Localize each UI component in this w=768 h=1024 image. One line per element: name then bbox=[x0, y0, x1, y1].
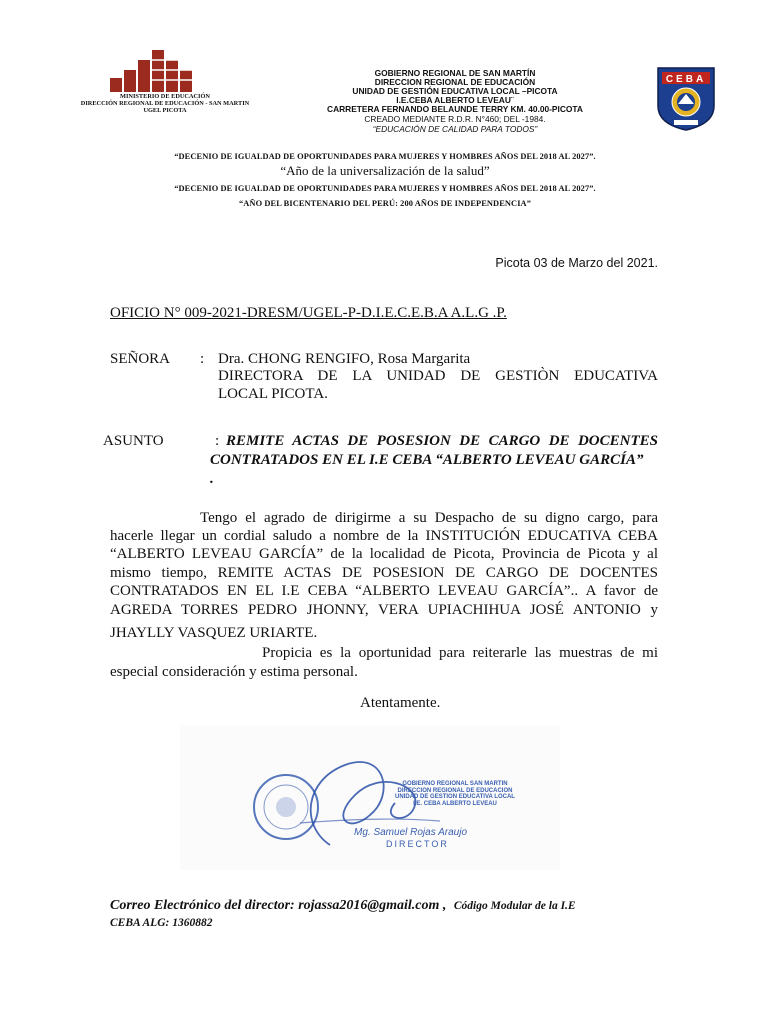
ministry-caption-line: DIRECCIÓN REGIONAL DE EDUCACIÓN - SAN MARTIN bbox=[80, 100, 250, 107]
body-line: hacerle llegar un cordial saludo a nombre de la INSTITUCIÓN EDUCATIVA CEBA bbox=[110, 528, 658, 544]
subject-label: ASUNTO bbox=[103, 433, 164, 449]
bicentenary-slogan: “AÑO DEL BICENTENARIO DEL PERÚ: 200 AÑOS DE INDEPENDENCIA” bbox=[239, 199, 531, 208]
ministry-of-education-logo bbox=[110, 50, 196, 92]
letter-date: Picota 03 de Marzo del 2021. bbox=[495, 256, 658, 270]
body-line: Tengo el agrado de dirigirme a su Despacho de su digno cargo, para bbox=[200, 510, 658, 526]
body-line: “ALBERTO LEVEAU GARCÍA” de la localidad de Picota, Provincia de Picota y al bbox=[110, 546, 658, 562]
modular-code: CEBA ALG: 1360882 bbox=[110, 917, 213, 929]
addressee-colon: : bbox=[200, 351, 205, 367]
body-line: JHAYLLY VASQUEZ URIARTE. bbox=[110, 625, 318, 641]
addressee-name: Dra. CHONG RENGIFO, Rosa Margarita bbox=[218, 351, 471, 367]
body-line: especial consideración y estima personal. bbox=[110, 664, 358, 680]
subject-text: CONTRATADOS EN EL I.E CEBA “ALBERTO LEVEAU GARCÍA” bbox=[210, 452, 644, 468]
institution-motto: “EDUCACIÓN DE CALIDAD PARA TODOS” bbox=[372, 124, 538, 134]
body-line: Propicia es la oportunidad para reiterarle las muestras de mi bbox=[262, 645, 658, 661]
decade-slogan: “DECENIO DE IGUALDAD DE OPORTUNIDADES PARA MUJERES Y HOMBRES AÑOS DEL 2018 AL 2027”. bbox=[174, 184, 596, 193]
year-slogan: “Año de la universalización de la salud” bbox=[280, 163, 490, 178]
badge-text: CEBA bbox=[665, 74, 707, 85]
decade-slogan: “DECENIO DE IGUALDAD DE OPORTUNIDADES PARA MUJERES Y HOMBRES AÑOS DEL 2018 AL 2027”. bbox=[174, 152, 596, 161]
body-line: mismo tiempo, REMITE ACTAS DE POSESION DE CARGO DE DOCENTES bbox=[110, 565, 658, 581]
director-email: Correo Electrónico del director: rojassa2016@gmail.com , bbox=[110, 898, 447, 913]
addressee-role: DIRECTORA DE LA UNIDAD DE GESTIÒN EDUCATIVA bbox=[218, 368, 658, 384]
signer-title: DIRECTOR bbox=[386, 839, 449, 849]
institution-line: DIRECCION REGIONAL DE EDUCACIÓN bbox=[374, 77, 536, 87]
addressee-role: LOCAL PICOTA. bbox=[218, 386, 328, 402]
footer-contact bbox=[110, 898, 658, 914]
signer-name: Mg. Samuel Rojas Araujo bbox=[354, 827, 468, 838]
ceba-shield-logo bbox=[656, 66, 716, 132]
seal-line: GOBIERNO REGIONAL SAN MARTIN bbox=[402, 781, 508, 787]
body-line: CONTRATADOS EN EL I.E CEBA “ALBERTO LEVEAU GARCÍA”.. A favor de bbox=[110, 583, 658, 599]
ministry-caption-line: UGEL PICOTA bbox=[143, 107, 187, 114]
subject-text: . bbox=[210, 471, 214, 487]
institution-line: CARRETERA FERNANDO BELAUNDE TERRY KM. 40.00-PICOTA bbox=[327, 104, 583, 114]
oficio-number: OFICIO N° 009-2021-DRESM/UGEL-P-D.I.E.C.E.B.A A.L.G .P. bbox=[110, 305, 507, 321]
institution-line: UNIDAD DE GESTIÓN EDUCATIVA LOCAL –PICOTA bbox=[352, 86, 558, 96]
addressee-label: SEÑORA bbox=[110, 351, 171, 367]
seal-line: I.E. CEBA ALBERTO LEVEAU bbox=[413, 800, 497, 807]
institution-line: GOBIERNO REGIONAL DE SAN MARTÍN bbox=[374, 68, 536, 78]
closing: Atentamente. bbox=[360, 695, 441, 711]
institution-line: I.E.CEBA ALBERTO LEVEAU¨ bbox=[396, 95, 514, 105]
body-line: AGREDA TORRES PEDRO JHONNY, VERA UPIACHIHUA JOSÉ ANTONIO y bbox=[110, 602, 658, 618]
subject-text: REMITE ACTAS DE POSESION DE CARGO DE DOCENTES bbox=[226, 433, 658, 449]
seal-line: UNIDAD DE GESTION EDUCATIVA LOCAL bbox=[395, 794, 515, 800]
signature-block bbox=[180, 725, 560, 870]
creation-line: CREADO MEDIANTE R.D.R. N°460; DEL -1984. bbox=[364, 114, 546, 124]
seal-line: DIRECCION REGIONAL DE EDUCACION bbox=[397, 787, 513, 794]
subject-colon: : bbox=[215, 433, 220, 449]
ministry-caption-line: MINISTERIO DE EDUCACIÓN bbox=[120, 93, 210, 100]
modular-code-label: Código Modular de la I.E bbox=[453, 900, 576, 912]
